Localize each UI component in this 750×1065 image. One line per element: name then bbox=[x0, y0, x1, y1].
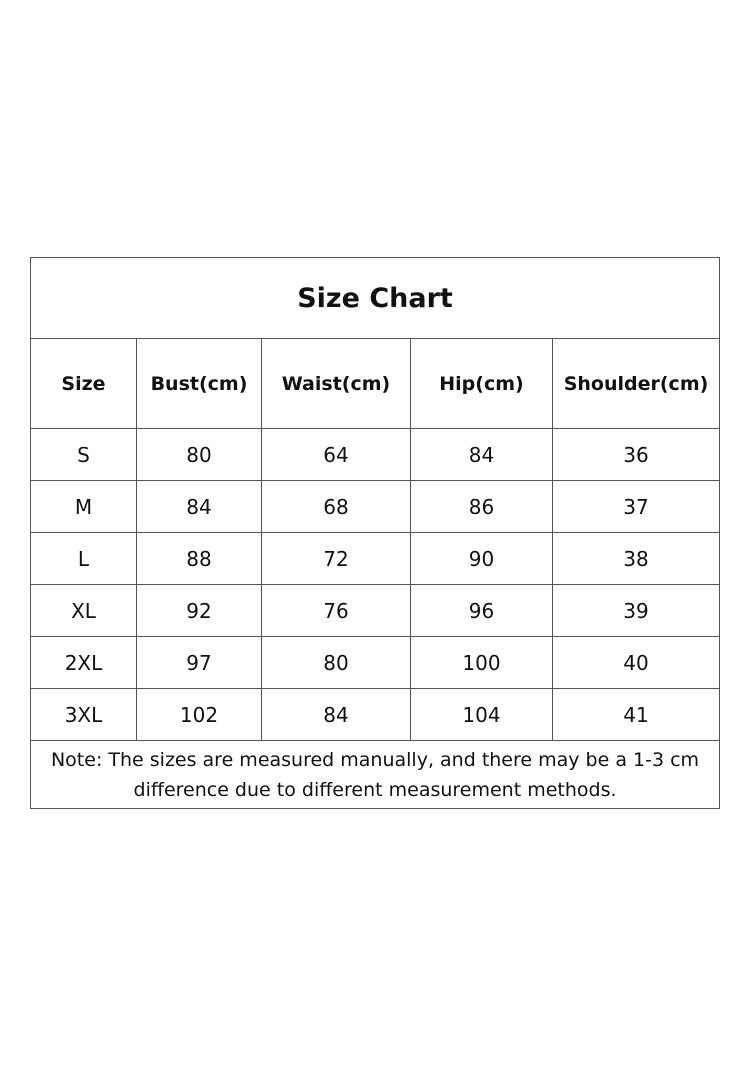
cell-size: M bbox=[31, 481, 137, 533]
cell-hip: 104 bbox=[411, 689, 553, 741]
header-bust: Bust(cm) bbox=[137, 339, 262, 429]
cell-hip: 90 bbox=[411, 533, 553, 585]
cell-shoulder: 41 bbox=[553, 689, 720, 741]
table-row bbox=[31, 533, 720, 585]
table-row bbox=[31, 585, 720, 637]
cell-size: S bbox=[31, 429, 137, 481]
table-row bbox=[31, 481, 720, 533]
cell-hip: 84 bbox=[411, 429, 553, 481]
cell-shoulder: 37 bbox=[553, 481, 720, 533]
cell-shoulder: 40 bbox=[553, 637, 720, 689]
header-waist: Waist(cm) bbox=[262, 339, 411, 429]
cell-size: L bbox=[31, 533, 137, 585]
cell-waist: 72 bbox=[262, 533, 411, 585]
cell-waist: 80 bbox=[262, 637, 411, 689]
cell-bust: 102 bbox=[137, 689, 262, 741]
cell-bust: 92 bbox=[137, 585, 262, 637]
cell-waist: 84 bbox=[262, 689, 411, 741]
cell-hip: 96 bbox=[411, 585, 553, 637]
cell-size: 3XL bbox=[31, 689, 137, 741]
cell-waist: 64 bbox=[262, 429, 411, 481]
cell-waist: 76 bbox=[262, 585, 411, 637]
cell-shoulder: 36 bbox=[553, 429, 720, 481]
cell-size: XL bbox=[31, 585, 137, 637]
cell-hip: 86 bbox=[411, 481, 553, 533]
cell-shoulder: 38 bbox=[553, 533, 720, 585]
header-hip: Hip(cm) bbox=[411, 339, 553, 429]
cell-hip: 100 bbox=[411, 637, 553, 689]
chart-title: Size Chart bbox=[31, 258, 720, 339]
table-row bbox=[31, 689, 720, 741]
table-row bbox=[31, 429, 720, 481]
cell-bust: 80 bbox=[137, 429, 262, 481]
measurement-note: Note: The sizes are measured manually, and there may be a 1-3 cm difference due to different measurement methods. bbox=[31, 741, 720, 809]
table-row bbox=[31, 637, 720, 689]
cell-waist: 68 bbox=[262, 481, 411, 533]
cell-size: 2XL bbox=[31, 637, 137, 689]
header-shoulder: Shoulder(cm) bbox=[553, 339, 720, 429]
header-size: Size bbox=[31, 339, 137, 429]
header-row bbox=[31, 339, 720, 429]
cell-shoulder: 39 bbox=[553, 585, 720, 637]
cell-bust: 97 bbox=[137, 637, 262, 689]
cell-bust: 84 bbox=[137, 481, 262, 533]
size-chart-table bbox=[30, 257, 720, 809]
cell-bust: 88 bbox=[137, 533, 262, 585]
